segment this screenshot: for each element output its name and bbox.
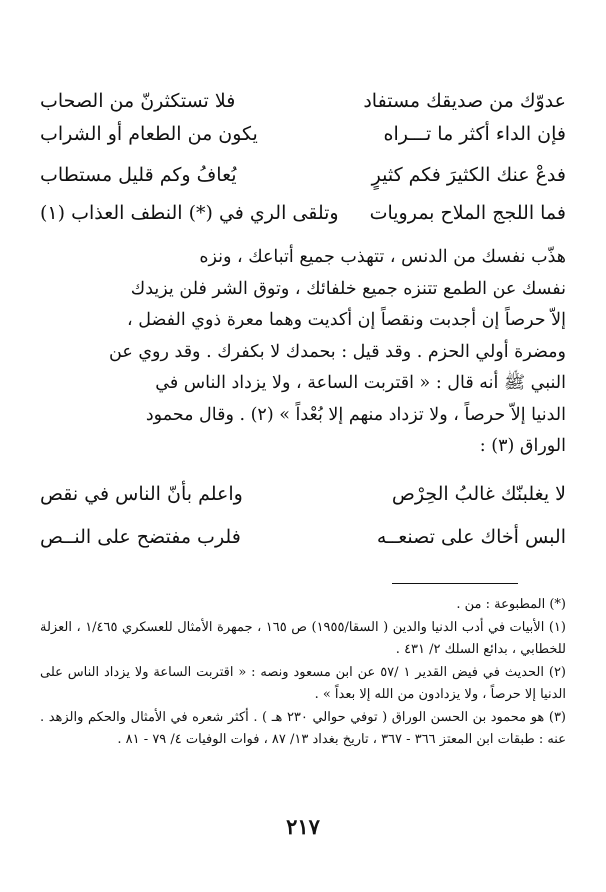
poem1-verse-4 (40, 196, 566, 230)
prose-line: نفسك عن الطمع تتنزه جميع خلفائك ، وتوق الشر فلن يزيدك (130, 278, 566, 299)
prose-line: النبي ﷺ أنه قال : « اقتربت الساعة ، ولا يزداد الناس في (155, 373, 566, 393)
poem1-verse-2 (40, 117, 566, 151)
hemistich-left: فلرب مفتضح على النــص (40, 526, 241, 548)
hemistich-right: فما اللجج الملاح بمرويات (369, 202, 566, 224)
footnotes (40, 594, 566, 752)
hemistich-left: فلا تستكثرنّ من الصحاب (40, 90, 236, 112)
prose-paragraph (40, 242, 566, 463)
page-number: ٢١٧ (286, 814, 320, 839)
hemistich-right: فإن الداء أكثر ما تـــراه (383, 123, 566, 145)
prose-line: الوراق (٣) : (479, 436, 566, 456)
hemistich-right: البس أخاك على تصنعــه (376, 526, 566, 548)
footnote: (١) الأبيات في أدب الدنيا والدين ( السقا/١٩٥٥) ص ١٦٥ ، جمهرة الأمثال للعسكري ١/٤٦٥ ، العزلة للخطابي ، بدائع السلك ٢/ ٤٣١ . (40, 619, 566, 657)
hemistich-right: عدوّك من صديقك مستفاد (363, 90, 566, 112)
footnote-divider (392, 583, 518, 584)
poem2-verse-2 (40, 520, 566, 554)
hemistich-left: يُعافُ وكم قليل مستطاب (40, 164, 237, 186)
prose-line: هذّب نفسك من الدنس ، تتهذب جميع أتباعك ، ونزه (199, 247, 566, 267)
hemistich-left: واعلم بأنّ الناس في نقص (40, 483, 243, 505)
footnote: (*) المطبوعة : من . (456, 597, 566, 612)
poem1-verse-1 (40, 84, 566, 118)
hemistich-left: يكون من الطعام أو الشراب (40, 123, 258, 145)
hemistich-left: وتلقى الري في (*) النطف العذاب (١) (40, 202, 339, 224)
hemistich-right: لا يغلبنّك غالبُ الحِرْص (391, 483, 566, 505)
poem1-verse-3 (40, 158, 566, 192)
prose-line: الدنيا إلاّ حرصاً ، ولا تزداد منهم إلا بُعْداً » (٢) . وقال محمود (145, 404, 566, 425)
prose-line: إلاّ حرصاً إن أجدبت ونقصاً إن أكديت وهما معرة ذوي الفضل ، (127, 310, 566, 330)
footnote: (٣) هو محمود بن الحسن الوراق ( توفي حوالي ٢٣٠ هـ ) . أكثر شعره في الأمثال والحكم والزهد . عنه : طبقات ابن المعتز ٣٦٦ - ٣٦٧ ، تاريخ بغداد ١٣/ ٨٧ ، فوات الوفيات ٤/ ٧٩ - ٨١ . (40, 709, 566, 747)
hemistich-right: فدعْ عنك الكثيرَ فكم كثيرٍ (371, 164, 566, 186)
poem2-verse-1 (40, 477, 566, 511)
prose-line: ومضرة أولي الحزم . وقد قيل : بحمدك لا بكفرك . وقد روي عن (109, 341, 566, 362)
footnote: (٢) الحديث في فيض القدير ١ /٥٧ عن ابن مسعود ونصه : « اقتربت الساعة ولا يزداد الناس على الدنيا إلا حرصاً ، ولا يزدادون من الله إلا بعداً » . (40, 664, 566, 702)
